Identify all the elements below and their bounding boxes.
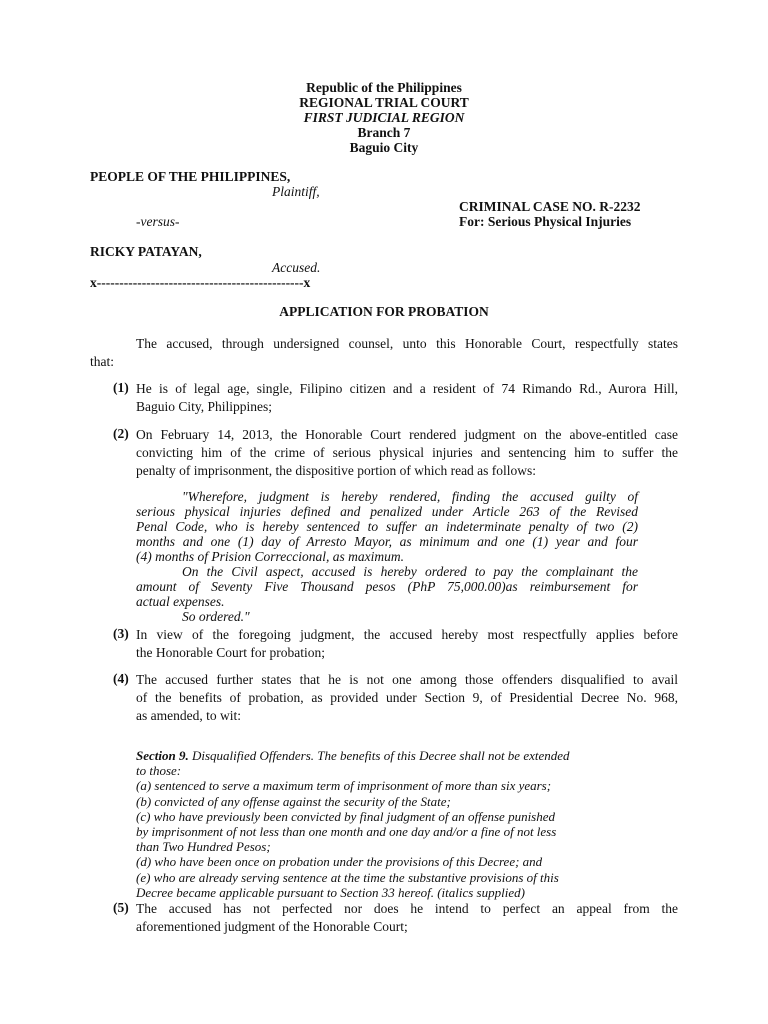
item-line: On February 14, 2013, the Honorable Court rendered judgment on the above-entitled case bbox=[136, 427, 678, 442]
section-9-quote bbox=[136, 748, 656, 900]
accused-name: RICKY PATAYAN, bbox=[90, 244, 202, 259]
section-9-line: (b) convicted of any offense against the security of the State; bbox=[136, 793, 451, 809]
header-branch: Branch 7 bbox=[357, 125, 411, 140]
item-line: as amended, to wit: bbox=[136, 708, 241, 723]
section-9-line: than Two Hundred Pesos; bbox=[136, 839, 271, 855]
item-number: (4) bbox=[113, 671, 129, 686]
item-paragraph bbox=[136, 671, 678, 725]
intro-line: The accused, through undersigned counsel, unto this Honorable Court, respectfully states bbox=[136, 336, 678, 351]
item-number: (3) bbox=[113, 626, 129, 641]
item-number: (1) bbox=[113, 380, 129, 395]
item-line: Baguio City, Philippines; bbox=[136, 399, 273, 414]
document-title: APPLICATION FOR PROBATION bbox=[279, 304, 489, 319]
section-9-line: Decree became applicable pursuant to Section 33 hereof. (italics supplied) bbox=[136, 884, 525, 900]
caption-separator: x----------------------------------------------x bbox=[90, 275, 311, 290]
item-line: He is of legal age, single, Filipino citizen and a resident of 74 Rimando Rd., Aurora Hill, bbox=[136, 381, 678, 396]
quote-line: amount of Seventy Five Thousand pesos (PhP 75,000.00)as reimbursement for bbox=[136, 579, 638, 594]
header-republic: Republic of the Philippines bbox=[306, 80, 462, 95]
header-region: FIRST JUDICIAL REGION bbox=[303, 110, 465, 125]
quote-line: serious physical injuries defined and penalized under Article 263 of the Revised bbox=[136, 504, 638, 519]
section-9-line: (c) who have previously been convicted by final judgment of an offense punished bbox=[136, 808, 556, 824]
item-paragraph bbox=[136, 900, 678, 936]
item-line: of the benefits of probation, as provided under Section 9, of Presidential Decree No. 968, bbox=[136, 690, 678, 705]
section-9-line: (e) who are already serving sentence at the time the substantive provisions of this bbox=[136, 869, 559, 885]
header-court: REGIONAL TRIAL COURT bbox=[299, 95, 469, 110]
section-9-line: to those: bbox=[136, 763, 182, 779]
item-line: the Honorable Court for probation; bbox=[136, 645, 325, 660]
item-number: (2) bbox=[113, 426, 129, 441]
section-9-heading: Disqualified Offenders. The benefits of this Decree shall not be extended bbox=[188, 748, 570, 763]
quote-line: So ordered." bbox=[182, 609, 250, 624]
plaintiff-name: PEOPLE OF THE PHILIPPINES, bbox=[90, 169, 291, 184]
quote-line: Penal Code, who is hereby sentenced to suffer an indeterminate penalty of two (2) bbox=[136, 519, 638, 534]
quote-line: "Wherefore, judgment is hereby rendered, finding the accused guilty of bbox=[182, 489, 638, 504]
section-9-first-line bbox=[136, 748, 656, 763]
item-line: In view of the foregoing judgment, the accused hereby most respectfully applies before bbox=[136, 627, 678, 642]
plaintiff-role: Plaintiff, bbox=[272, 184, 320, 199]
quote-line: actual expenses. bbox=[136, 594, 225, 609]
item-line: The accused further states that he is not one among those offenders disqualified to avail bbox=[136, 672, 678, 687]
item-line: The accused has not perfected nor does he intend to perfect an appeal from the bbox=[136, 901, 678, 916]
quote-line: On the Civil aspect, accused is hereby ordered to pay the complainant the bbox=[182, 564, 638, 579]
item-paragraph bbox=[136, 426, 678, 480]
quote-line: months and one (1) day of Arresto Mayor, as minimum and one (1) year and four bbox=[136, 534, 638, 549]
header-city: Baguio City bbox=[349, 140, 419, 155]
versus-label: -versus- bbox=[136, 214, 180, 229]
quote-line: (4) months of Prision Correccional, as maximum. bbox=[136, 549, 404, 564]
intro-line: that: bbox=[90, 354, 114, 369]
section-9-label: Section 9. bbox=[136, 748, 189, 763]
section-9-line: by imprisonment of not less than one month and one day and/or a fine of not less bbox=[136, 823, 557, 839]
item-line: penalty of imprisonment, the dispositive portion of which read as follows: bbox=[136, 463, 537, 478]
item-paragraph bbox=[136, 380, 678, 416]
item-number: (5) bbox=[113, 900, 129, 915]
accused-role: Accused. bbox=[272, 260, 321, 275]
section-9-line: (d) who have been once on probation under the provisions of this Decree; and bbox=[136, 854, 543, 870]
item-line: convicting him of the crime of serious physical injuries and sentencing him to suffer the bbox=[136, 445, 678, 460]
section-9-line: (a) sentenced to serve a maximum term of imprisonment of more than six years; bbox=[136, 778, 552, 794]
item-paragraph bbox=[136, 626, 678, 662]
case-number: CRIMINAL CASE NO. R-2232 bbox=[459, 199, 641, 214]
item-line: aforementioned judgment of the Honorable Court; bbox=[136, 919, 408, 934]
dispositive-quote bbox=[136, 489, 638, 624]
intro-paragraph bbox=[90, 335, 678, 371]
case-offense: For: Serious Physical Injuries bbox=[459, 214, 632, 229]
